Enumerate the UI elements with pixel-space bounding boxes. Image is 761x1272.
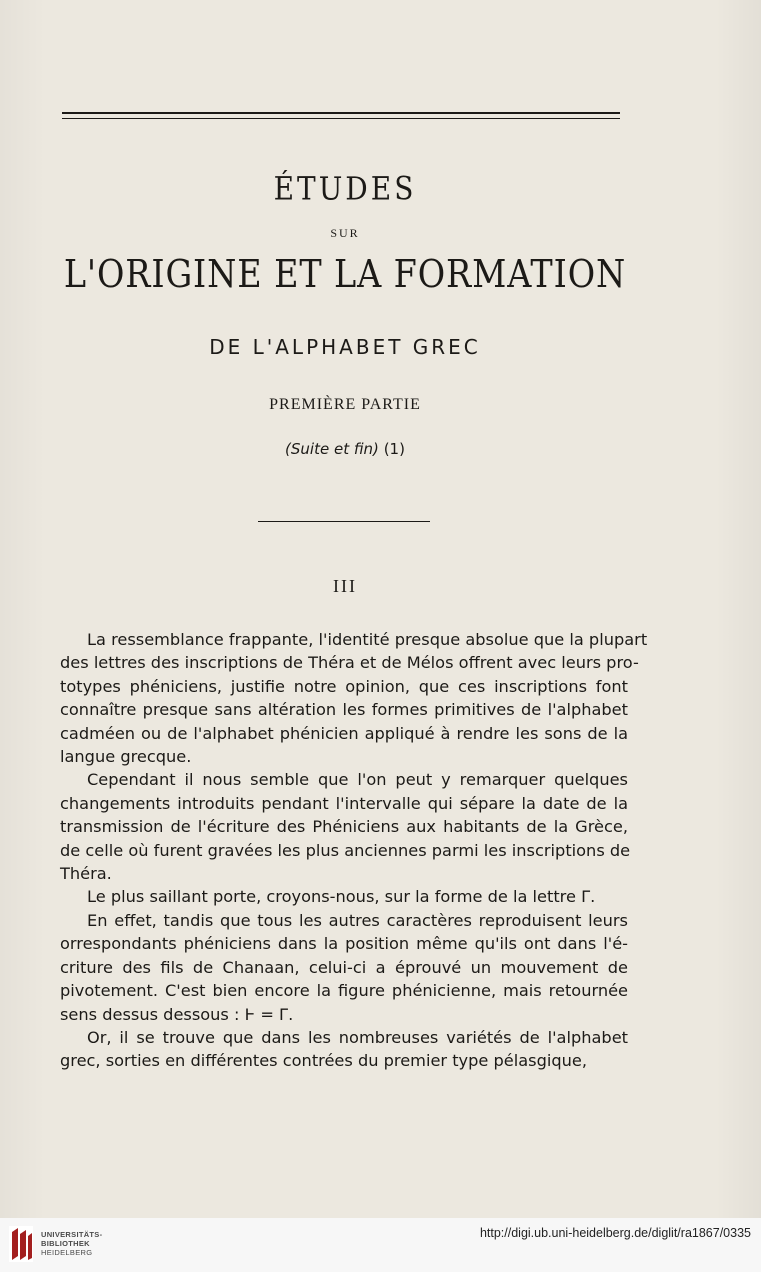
text-line: des lettres des inscriptions de Théra et de Mélos offrent avec leurs pro-	[60, 653, 639, 673]
text-line: Or, il se trouve que dans les nombreuses variétés de l'alphabet	[87, 1027, 628, 1047]
library-line-2: BIBLIOTHEK	[41, 1239, 90, 1248]
text-line: cadméen ou de l'alphabet phénicien appliqué à rendre les sons de la	[60, 723, 628, 743]
paragraph	[60, 909, 628, 1026]
paragraph	[60, 885, 628, 908]
title-sur: SUR	[330, 226, 360, 240]
library-line-1: UNIVERSITÄTS-	[41, 1230, 103, 1239]
title-etudes: ÉTUDES	[273, 169, 417, 208]
paragraph	[60, 768, 631, 885]
title-subject: DE L'ALPHABET GREC	[209, 335, 481, 359]
suite-italic: (Suite et fin)	[285, 440, 379, 458]
top-rule	[62, 112, 620, 114]
part-heading: PREMIÈRE PARTIE	[269, 396, 421, 413]
text-line: La ressemblance frappante, l'identité presque absolue que la plupart	[87, 630, 648, 649]
text-line: totypes phéniciens, justifie notre opinion, que ces inscriptions font	[60, 676, 628, 696]
body-text	[60, 628, 648, 1073]
footnote-ref[interactable]: (1)	[383, 440, 405, 458]
text-line: Cependant il nous semble que l'on peut y remarquer quelques	[87, 770, 628, 790]
text-line: En effet, tandis que tous les autres caractères reproduisent leurs	[87, 910, 628, 930]
text-line: transmission de l'écriture des Phéniciens aux habitants de la Grèce,	[60, 817, 628, 837]
viewer-footer	[0, 1218, 761, 1272]
text-line: pivotement. C'est bien encore la figure phénicienne, mais retournée	[60, 981, 628, 1001]
document-url[interactable]: http://digi.ub.uni-heidelberg.de/diglit/ra1867/0335	[479, 1226, 751, 1240]
text-line: grec, sorties en différentes contrées du premier type pélasgique,	[60, 1051, 588, 1071]
paragraph	[60, 628, 648, 768]
text-line: orrespondants phéniciens dans la position même qu'ils ont dans l'é-	[60, 934, 628, 954]
text-line: Théra.	[60, 864, 112, 884]
section-number: III	[333, 576, 357, 596]
text-line: changements introduits pendant l'intervalle qui sépare la date de la	[60, 793, 628, 813]
paragraph	[60, 1026, 628, 1073]
section-divider	[258, 521, 430, 522]
library-name[interactable]	[41, 1230, 102, 1257]
top-rule-thin	[62, 118, 620, 119]
text-line: de celle où furent gravées les plus anciennes parmi les inscriptions de	[60, 840, 631, 860]
continuation-note	[0, 440, 690, 458]
text-line: connaître presque sans altération les formes primitives de l'alphabet	[60, 700, 628, 720]
text-line: sens dessus dessous : Ⱶ = Γ.	[60, 1004, 294, 1024]
library-line-3: HEIDELBERG	[41, 1248, 93, 1257]
university-library-logo-icon[interactable]	[9, 1226, 33, 1262]
text-line: criture des fils de Chanaan, celui-ci a éprouvé un mouvement de	[60, 957, 628, 977]
text-line: Le plus saillant porte, croyons-nous, sur la forme de la lettre Γ.	[87, 887, 596, 907]
text-line: langue grecque.	[60, 747, 192, 767]
title-main: L'ORIGINE ET LA FORMATION	[63, 252, 627, 296]
